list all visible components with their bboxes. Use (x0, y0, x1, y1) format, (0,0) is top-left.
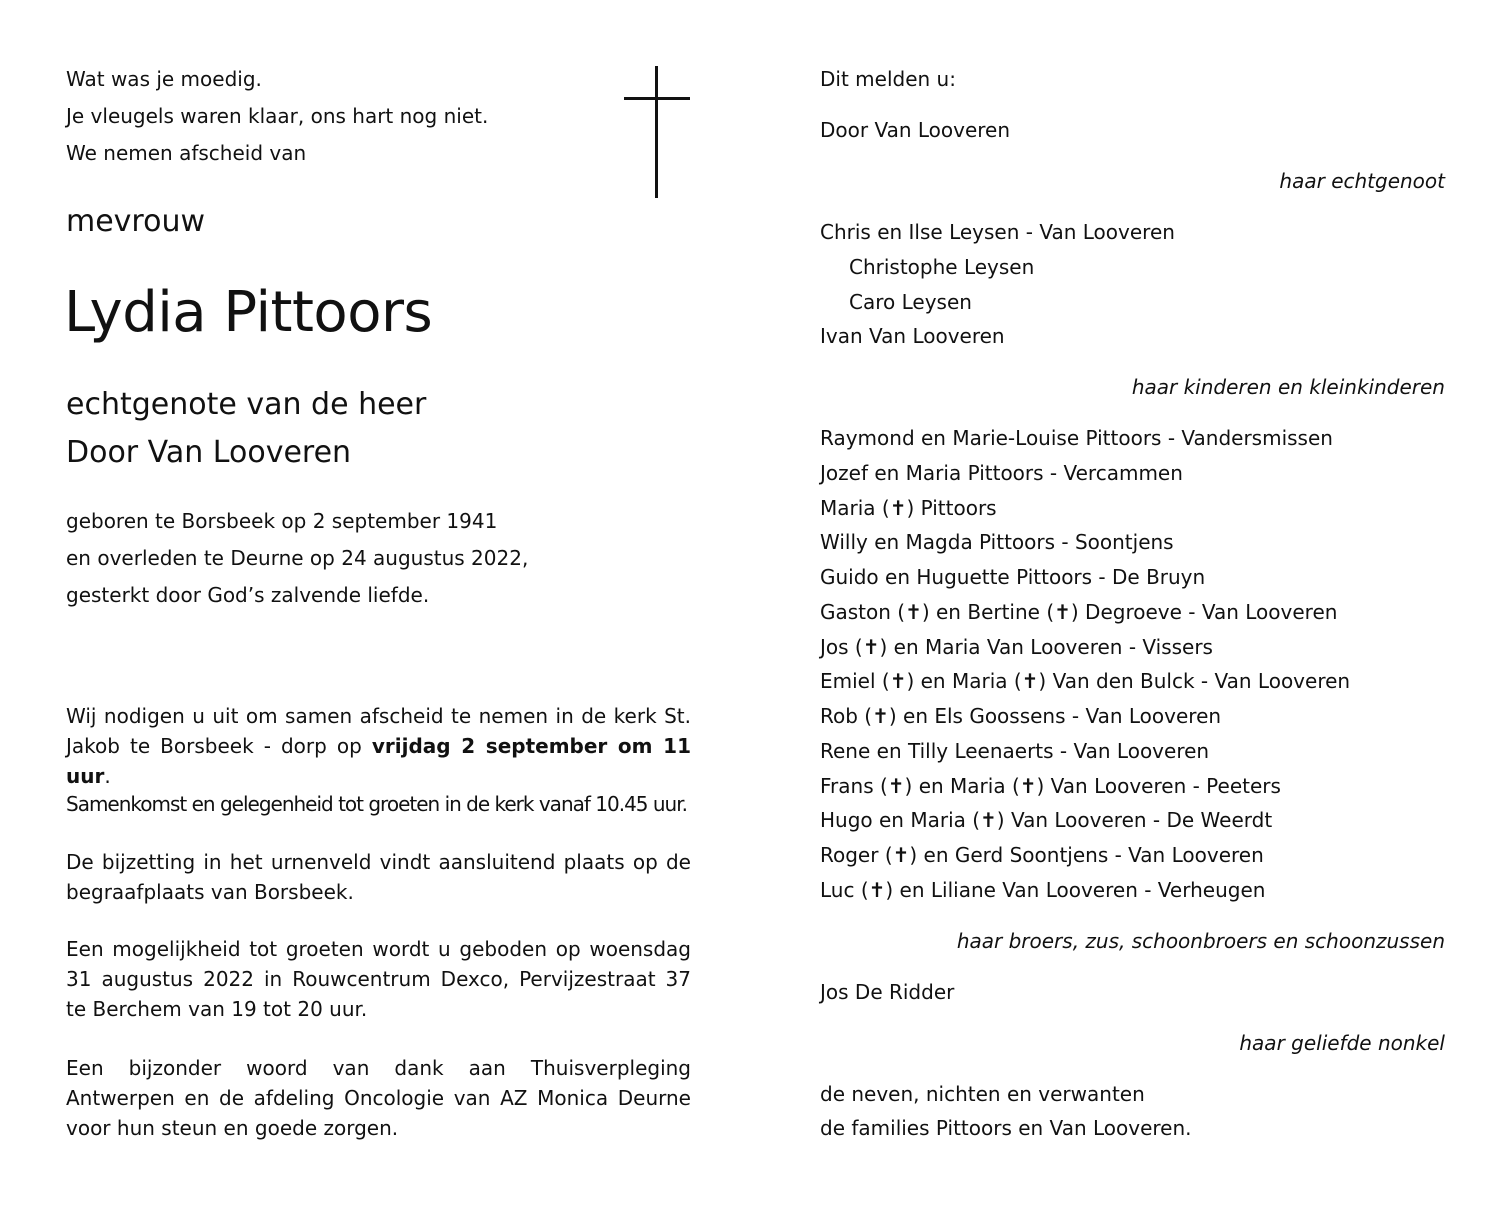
faith-line: gesterkt door God’s zalvende liefde. (66, 583, 430, 607)
closing-line-1: de neven, nichten en verwanten (820, 1082, 1145, 1106)
sibling-line: Rob (✝) en Els Goossens - Van Looveren (820, 704, 1222, 728)
ceremony-datetime: vrijdag 2 september om 11 uur (66, 734, 691, 788)
gathering-paragraph: Samenkomst en gelegenheid tot groeten in de kerk vanaf 10.45 uur. (66, 792, 687, 816)
sibling-line: Jos (✝) en Maria Van Looveren - Vissers (820, 635, 1213, 659)
poem-line-3: We nemen afscheid van (66, 141, 307, 165)
sibling-line: Jozef en Maria Pittoors - Vercammen (820, 461, 1183, 485)
husband-name: Door Van Looveren (820, 118, 1011, 142)
role-siblings: haar broers, zus, schoonbroers en schoonzussen (956, 929, 1445, 953)
sibling-line: Frans (✝) en Maria (✝) Van Looveren - Peeters (820, 774, 1281, 798)
cross-icon-bar (624, 97, 690, 100)
deceased-name: Lydia Pittoors (64, 280, 433, 345)
poem-line-2: Je vleugels waren klaar, ons hart nog niet. (66, 104, 489, 128)
sibling-line: Willy en Magda Pittoors - Soontjens (820, 530, 1174, 554)
sibling-line: Gaston (✝) en Bertine (✝) Degroeve - Van Looveren (820, 600, 1338, 624)
role-husband: haar echtgenoot (1279, 169, 1445, 193)
spouse-line-2: Door Van Looveren (66, 435, 352, 470)
child-line: Ivan Van Looveren (820, 324, 1005, 348)
role-children: haar kinderen en kleinkinderen (1131, 375, 1445, 399)
spouse-line-1: echtgenote van de heer (66, 387, 427, 422)
sibling-line: Rene en Tilly Leenaerts - Van Looveren (820, 739, 1210, 763)
invitation-paragraph: Wij nodigen u uit om samen afscheid te nemen in de kerk St. Jakob te Borsbeek - dorp op vrijdag 2 september om 11 uur. (66, 704, 691, 788)
birth-line: geboren te Borsbeek op 2 september 1941 (66, 509, 498, 533)
sibling-line: Roger (✝) en Gerd Soontjens - Van Looveren (820, 843, 1264, 867)
announce-intro: Dit melden u: (820, 67, 956, 91)
cross-icon (655, 66, 658, 198)
sibling-line: Hugo en Maria (✝) Van Looveren - De Weerdt (820, 808, 1273, 832)
salutation: mevrouw (66, 204, 206, 239)
thanks-paragraph: Een bijzonder woord van dank aan Thuisverpleging Antwerpen en de afdeling Oncologie van AZ Monica Deurne voor hun steun en goede zorgen. (66, 1056, 691, 1140)
sibling-line: Luc (✝) en Liliane Van Looveren - Verheugen (820, 878, 1266, 902)
grandchild-line: Caro Leysen (849, 290, 972, 314)
closing-line-2: de families Pittoors en Van Looveren. (820, 1116, 1192, 1140)
sibling-line: Raymond en Marie-Louise Pittoors - Vandersmissen (820, 426, 1333, 450)
grandchild-line: Christophe Leysen (849, 255, 1035, 279)
child-line: Chris en Ilse Leysen - Van Looveren (820, 220, 1175, 244)
sibling-line: Maria (✝) Pittoors (820, 496, 997, 520)
death-line: en overleden te Deurne op 24 augustus 2022, (66, 546, 529, 570)
uncle-name: Jos De Ridder (820, 980, 955, 1004)
poem-line-1: Wat was je moedig. (66, 67, 262, 91)
burial-paragraph: De bijzetting in het urnenveld vindt aansluitend plaats op de begraafplaats van Borsbeek. (66, 850, 691, 904)
visitation-paragraph: Een mogelijkheid tot groeten wordt u geboden op woensdag 31 augustus 2022 in Rouwcentrum Dexco, Pervijzestraat 37 te Berchem van 19 tot 20 uur. (66, 937, 691, 1021)
sibling-line: Guido en Huguette Pittoors - De Bruyn (820, 565, 1206, 589)
role-uncle: haar geliefde nonkel (1239, 1031, 1445, 1055)
sibling-line: Emiel (✝) en Maria (✝) Van den Bulck - Van Looveren (820, 669, 1351, 693)
